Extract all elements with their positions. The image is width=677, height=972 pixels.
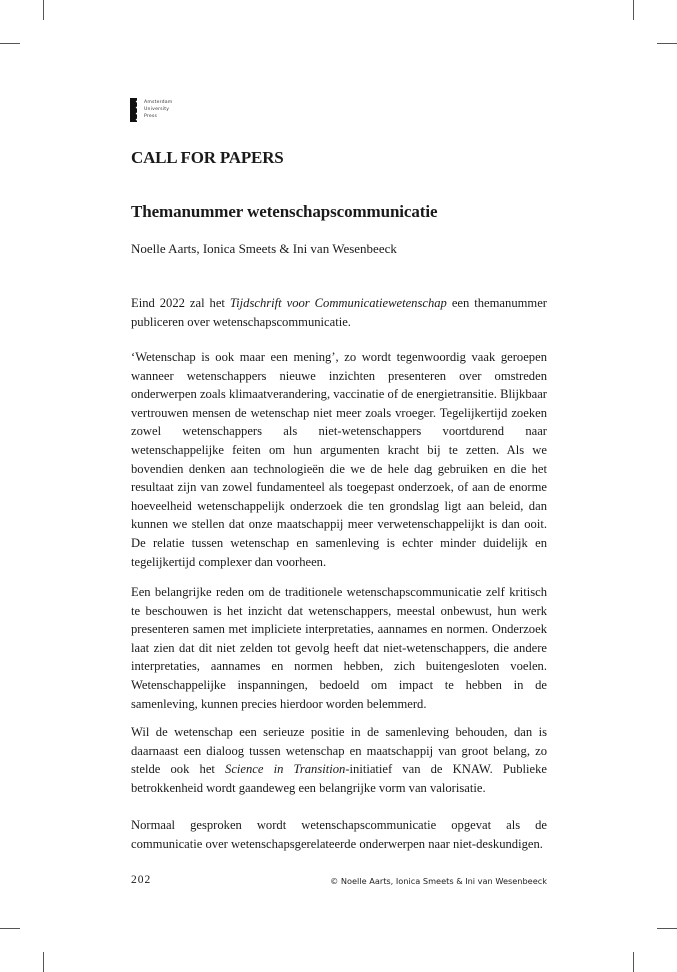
logo-mark-icon: [130, 98, 137, 122]
paragraph-2: ‘Wetenschap is ook maar een mening’, zo wordt tegenwoordig vaak geroepen wanneer wetenschappers nieuwe inzichten presenteren over omstreden onderwerpen zoals klimaatverandering, vaccinatie of de energietransitie. Blijkbaar vertrouwen mensen de wetenschap niet meer zoals vroeger. Tegelijkertijd zoeken zowel wetenschappers als niet-wetenschappers voortdurend naar wetenschappelijke feiten om hun argumenten kracht bij te zetten. Als we bovendien denken aan technologieën die we de hele dag gebruiken en die het resultaat zijn van zowel fundamenteel als toegepast onderzoek, of aan de enorme hoeveelheid wetenschappelijk onderzoek die ten grondslag ligt aan beleid, dan kunnen we stellen dat onze maatschappij meer verwetenschappelijkt is dan ooit. De relatie tussen wetenschap en samenleving is echter minder duidelijk en tegelijkertijd complexer dan voorheen.: [131, 350, 547, 569]
paragraph-1: Eind 2022 zal het Tijdschrift voor Communicatiewetenschap een themanummer publiceren over wetenschapscommunicatie.: [131, 296, 547, 329]
article-title: Themanummer wetenschapscommunicatie: [131, 202, 438, 221]
article-authors: Noelle Aarts, Ionica Smeets & Ini van Wesenbeeck: [131, 241, 397, 256]
publisher-logo: [130, 98, 190, 122]
copyright-notice: © Noelle Aarts, Ionica Smeets & Ini van Wesenbeeck: [330, 876, 547, 886]
crop-mark: [43, 0, 44, 20]
crop-mark: [0, 928, 20, 929]
crop-mark: [43, 952, 44, 972]
crop-mark: [657, 43, 677, 44]
paragraph-5: Normaal gesproken wordt wetenschapscommunicatie opgevat als de communicatie over wetenschapsgerelateerde onderwerpen naar niet-deskundigen.: [131, 818, 547, 851]
paragraph-4: Wil de wetenschap een serieuze positie in de samenleving behouden, dan is daarnaast een dialoog tussen wetenschap en maatschappij van groot belang, zo stelde ook het Science in Transition-initiatief van de KNAW. Publieke betrokkenheid wordt gaandeweg een belangrijke vorm van valorisatie.: [131, 725, 547, 795]
paragraph-3: Een belangrijke reden om de traditionele wetenschapscommunicatie zelf kritisch te beschouwen is het inzicht dat wetenschappers, meestal onbewust, hun werk presenteren samen met impliciete interpretaties, aannames en normen. Onderzoek laat zien dat dit niet zelden tot gevolg heeft dat niet-wetenschappers, die andere interpretaties, aannames en normen hebben, zich buitengesloten voelen. Wetenschappelijke inspanningen, bedoeld om impact te hebben in de samenleving, kunnen precies hierdoor worden belemmerd.: [131, 585, 547, 711]
logo-text: Amsterdam University Press: [144, 100, 173, 119]
crop-mark: [657, 928, 677, 929]
section-heading: CALL FOR PAPERS: [131, 148, 284, 167]
page-number: 202: [131, 874, 152, 886]
crop-mark: [0, 43, 20, 44]
crop-mark: [633, 0, 634, 20]
crop-mark: [633, 952, 634, 972]
